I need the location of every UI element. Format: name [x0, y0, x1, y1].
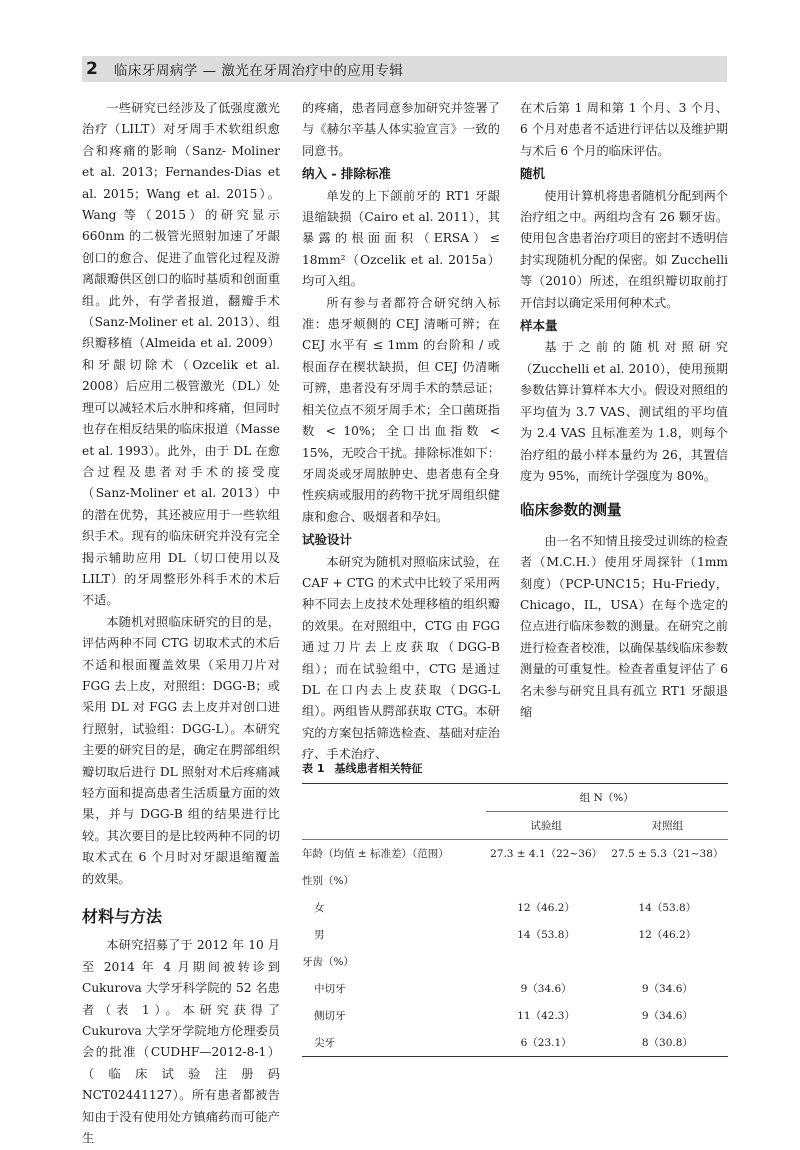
running-header	[82, 56, 727, 82]
paragraph: 本研究为随机对照临床试验，在 CAF + CTG 的术式中比较了采用两种不同去上皮技术处理移植的组织瓣的效果。在对照组中，CTG 由 FGG 通过刀片去上皮获取（DGG-B 组）；而在试验组中，CTG 是通过 DL 在口内去上皮获取（DGG-L 组）。两组皆从腭部获取 CTG。本研究的方案包括筛选检查、基础对症治疗、手术治疗、	[302, 554, 500, 762]
paragraph: 单发的上下颌前牙的 RT1 牙龈退缩缺损（Cairo et al. 2011），其暴露的根面面积（ERSA）≤ 18mm²（Ozcelik et al. 2015a）均可入组。	[302, 188, 500, 289]
table-row	[302, 894, 728, 921]
section-heading: 材料与方法	[82, 907, 163, 927]
subsection-heading: 纳入 - 排除标准	[302, 166, 391, 182]
column-header: 对照组	[651, 820, 684, 832]
cell: 12（46.2）	[638, 929, 697, 941]
column-right	[520, 98, 728, 723]
paragraph: 在术后第 1 周和第 1 个月、3 个月、6 个月对患者不适进行评估以及维护期与术后 6 个月的临床评估。	[520, 101, 728, 158]
row-label: 性别（%）	[302, 875, 354, 887]
column-middle	[302, 98, 500, 766]
cell: 6（23.1）	[486, 1029, 607, 1057]
cell: 12（46.2）	[517, 902, 575, 914]
cell: 9（34.6）	[641, 1010, 693, 1022]
subsection-heading: 随机	[520, 166, 546, 182]
section-heading: 临床参数的测量	[520, 503, 622, 520]
row-label: 中切牙	[314, 983, 346, 995]
cell	[486, 948, 607, 975]
table-row	[302, 840, 728, 868]
cell	[607, 867, 728, 894]
table-row	[302, 867, 728, 894]
row-label: 男	[314, 929, 325, 941]
table-row	[302, 975, 728, 1002]
paragraph: 一些研究已经涉及了低强度激光治疗（LILT）对牙周手术软组织愈合和疼痛的影响（Sanz- Moliner et al. 2013；Fernandes-Dias et al. 2015；Wang et al. 2015）。Wang 等（2015）的研究显示 660nm 的二极管光照射加速了牙龈创口的愈合、促进了血管化过程及游离龈瓣供区创口的临时基质和创面重组。此外，有学者报道，翻瓣手术（Sanz-Moliner et al. 2013）、组织瓣移植（Almeida et al. 2009）和牙龈切除术（Ozcelik et al. 2008）后应用二极管激光（DL）处理可以减轻术后水肿和疼痛，但同时也存在相反结果的临床报道（Masse et al. 1993）。此外，由于 DL 在愈合过程及患者对手术的接受度（Sanz-Moliner et al. 2013）中的潜在优势，其还被应用于一些软组织手术。现有的临床研究并没有完全揭示辅助应用 DL（切口使用以及 LILT）的牙周整形外科手术的术后不适。	[82, 101, 280, 608]
cell	[607, 948, 728, 975]
row-label: 侧切牙	[314, 1010, 346, 1022]
row-label: 年龄（均值 ± 标准差）（范围）	[302, 848, 449, 860]
cell: 11（42.3）	[517, 1010, 575, 1022]
table-1	[302, 760, 728, 1057]
column-left	[82, 98, 280, 1150]
journal-title: 临床牙周病学 — 激光在牙周治疗中的应用专辑	[113, 63, 404, 79]
table-label: 表 1	[302, 762, 325, 775]
table-row	[302, 1002, 728, 1029]
paragraph: 的疼痛，患者同意参加研究并签署了与《赫尔辛基人体实验宣言》一致的同意书。	[302, 101, 500, 158]
paragraph: 由一名不知情且接受过训练的检查者（M.C.H.）使用牙周探针（1mm 刻度）（PCP-UNC15；Hu-Friedy，Chicago，IL，USA）在每个选定的位点进行临床参数的测量。在研究之前进行检查者校准，以确保基线临床参数测量的可重复性。检查者重复评估了 6 名未参与研究且具有孤立 RT1 牙龈退缩	[520, 533, 728, 719]
paragraph: 所有参与者都符合研究纳入标准：患牙颊侧的 CEJ 清晰可辨；在 CEJ 水平有 ≤ 1mm 的台阶和 / 或根面存在楔状缺损，但 CEJ 仍清晰可辨，患者没有牙周手术的禁忌证；相关位点不须牙周手术；全口菌斑指数 < 10%；全口出血指数 < 15%，无咬合干扰。排除标准如下：牙周炎或牙周脓肿史、患者患有全身性疾病或服用的药物干扰牙周组织健康和愈合、吸烟者和孕妇。	[302, 295, 500, 524]
group-header: 组 N（%）	[486, 784, 729, 812]
cell: 14（53.8）	[638, 902, 697, 914]
cell: 27.3 ± 4.1（22~36）	[490, 848, 603, 860]
table-row	[302, 1029, 728, 1057]
page-number: 2	[86, 59, 98, 79]
cell: 14（53.8）	[517, 929, 575, 941]
paragraph: 本研究招募了于 2012 年 10 月至 2014 年 4 月期间被转诊到 Cukurova 大学牙科学院的 52 名患者（表 1）。本研究获得了 Cukurova 大学牙学院地方伦理委员会的批准（CUDHF—2012-8-1）（临床试验注册码 NCT02441127）。所有患者都被告知由于没有使用处方镇痛药而可能产生	[82, 938, 280, 1146]
paragraph: 使用计算机将患者随机分配到两个治疗组之中。两组均含有 26 颗牙齿。使用包含患者治疗项目的密封不透明信封实现随机分配的保密。如 Zucchelli 等（2010）所述，在组织瓣切取前打开信封以确定采用何种术式。	[520, 188, 728, 310]
row-label: 女	[314, 902, 325, 914]
table-title: 基线患者相关特征	[334, 762, 423, 775]
cell	[486, 867, 607, 894]
baseline-table	[302, 783, 728, 1057]
table-row	[302, 921, 728, 948]
cell: 27.5 ± 5.3（21~38）	[611, 848, 724, 860]
row-label: 尖牙	[302, 1029, 486, 1057]
paragraph: 本随机对照临床研究的目的是，评估两种不同 CTG 切取术式的术后不适和根面覆盖效果（采用刀片对 FGG 去上皮，对照组：DGG-B；或采用 DL 对 FGG 去上皮并对创口进行照射，试验组：DGG-L）。本研究主要的研究目的是，确定在腭部组织瓣切取后进行 DL 照射对术后疼痛减轻方面和提高患者生活质量方面的效果，并与 DGG-B 组的结果进行比较。其次要目的是比较两种不同的切取术式在 6 个月时对牙龈退缩覆盖的效果。	[82, 614, 280, 886]
cell: 9（34.6）	[641, 983, 693, 995]
cell: 9（34.6）	[520, 983, 572, 995]
table-caption	[302, 760, 728, 776]
row-label: 牙齿（%）	[302, 956, 354, 968]
paragraph: 基于之前的随机对照研究（Zucchelli et al. 2010），使用预期参数估算计算样本大小。假设对照组的平均值为 3.7 VAS、测试组的平均值为 2.4 VAS 且标准差为 1.8，则每个治疗组的最小样本量约为 26，其置信度为 95%，而统计学强度为 80%。	[520, 340, 728, 483]
subsection-heading: 样本量	[520, 318, 558, 334]
column-header: 试验组	[530, 820, 562, 832]
subsection-heading: 试验设计	[302, 532, 353, 548]
table-row	[302, 948, 728, 975]
cell: 8（30.8）	[607, 1029, 728, 1057]
